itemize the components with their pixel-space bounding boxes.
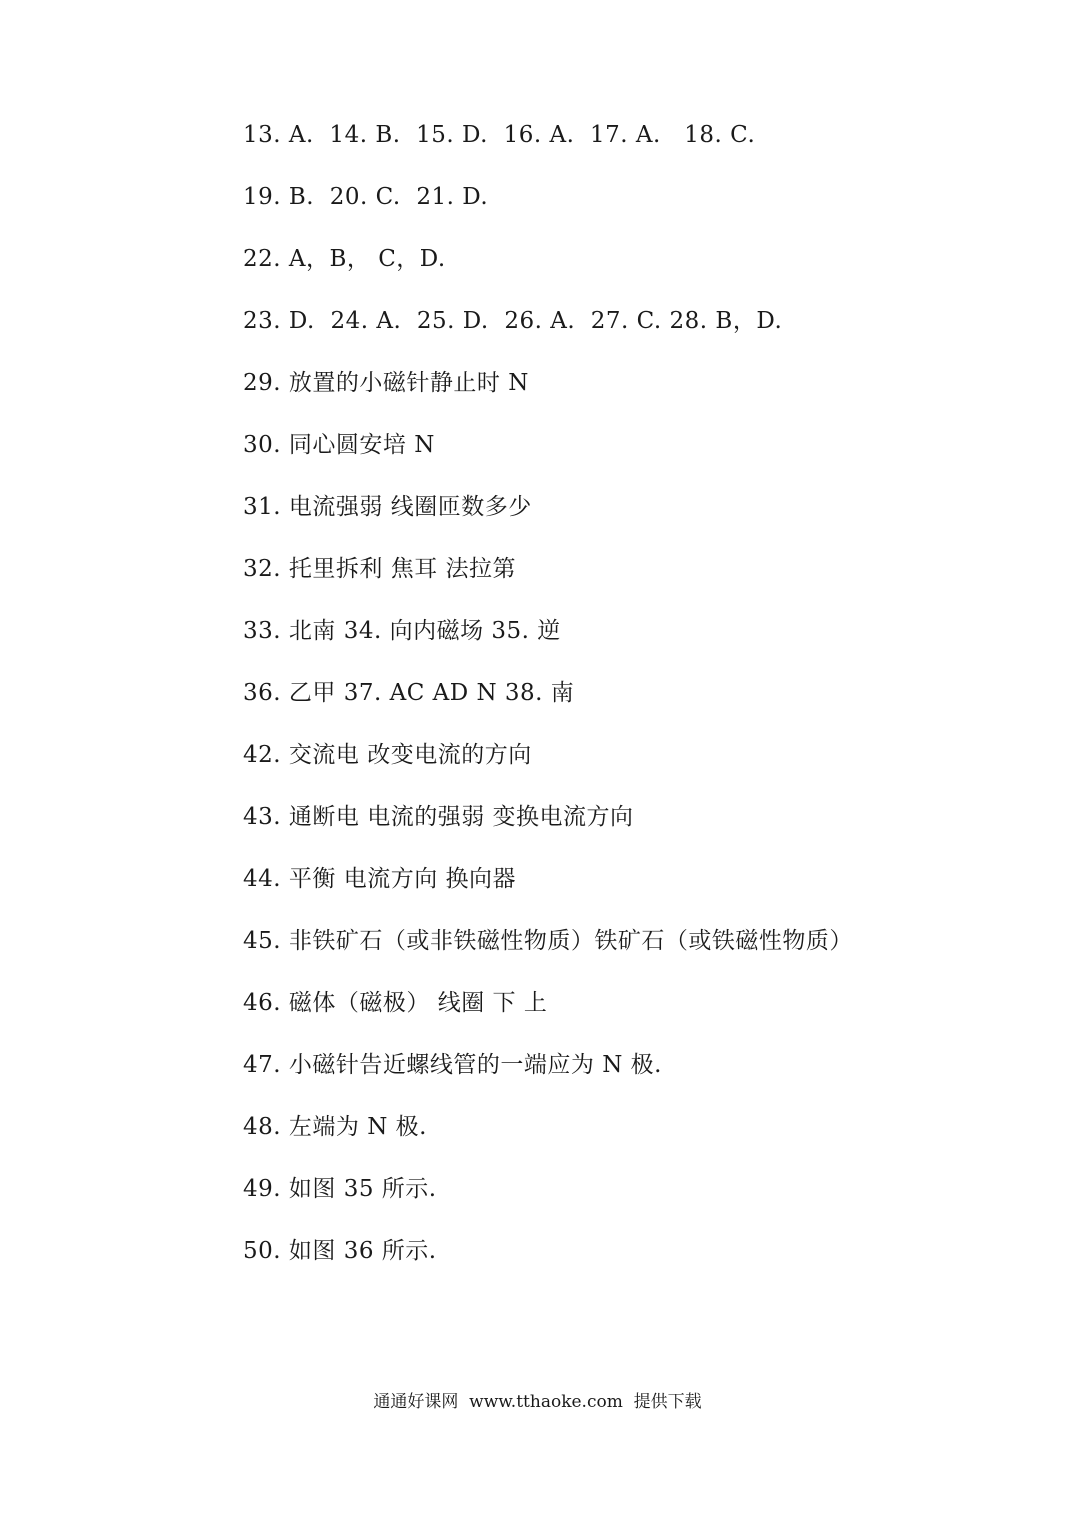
answer-line-48: 48. 左端为 N 极.	[243, 1114, 427, 1140]
answer-line-33-35: 33. 北南 34. 向内磁场 35. 逆	[243, 618, 561, 644]
answer-line-47: 47. 小磁针告近螺线管的一端应为 N 极.	[243, 1052, 662, 1078]
answer-line-31: 31. 电流强弱 线圈匝数多少	[243, 494, 532, 520]
answer-line-43: 43. 通断电 电流的强弱 变换电流方向	[243, 804, 634, 830]
answer-list	[243, 114, 1043, 1292]
answer-line-46: 46. 磁体（磁极） 线圈 下 上	[243, 990, 548, 1016]
answer-line-49: 49. 如图 35 所示.	[243, 1176, 437, 1202]
answer-line-23-28: 23. D. 24. A. 25. D. 26. A. 27. C. 28. B，D.	[243, 308, 783, 334]
answer-line-30: 30. 同心圆安培 N	[243, 432, 435, 458]
answer-line-22: 22. A，B， C，D.	[243, 246, 446, 272]
answer-line-44: 44. 平衡 电流方向 换向器	[243, 866, 517, 892]
answer-line-29: 29. 放置的小磁针静止时 N	[243, 370, 529, 396]
answer-line-42: 42. 交流电 改变电流的方向	[243, 742, 532, 768]
answer-line-45: 45. 非铁矿石（或非铁磁性物质）铁矿石（或铁磁性物质）	[243, 928, 853, 954]
answer-line-19-21: 19. B. 20. C. 21. D.	[243, 184, 489, 210]
answer-line-50: 50. 如图 36 所示.	[243, 1238, 437, 1264]
answer-line-32: 32. 托里拆利 焦耳 法拉第	[243, 556, 517, 582]
answer-line-36-38: 36. 乙甲 37. AC AD N 38. 南	[243, 680, 575, 706]
page-footer: 通通好课网 www.tthaoke.com 提供下载	[373, 1392, 702, 1412]
answer-line-13-18: 13. A. 14. B. 15. D. 16. A. 17. A. 18. C.	[243, 122, 756, 148]
